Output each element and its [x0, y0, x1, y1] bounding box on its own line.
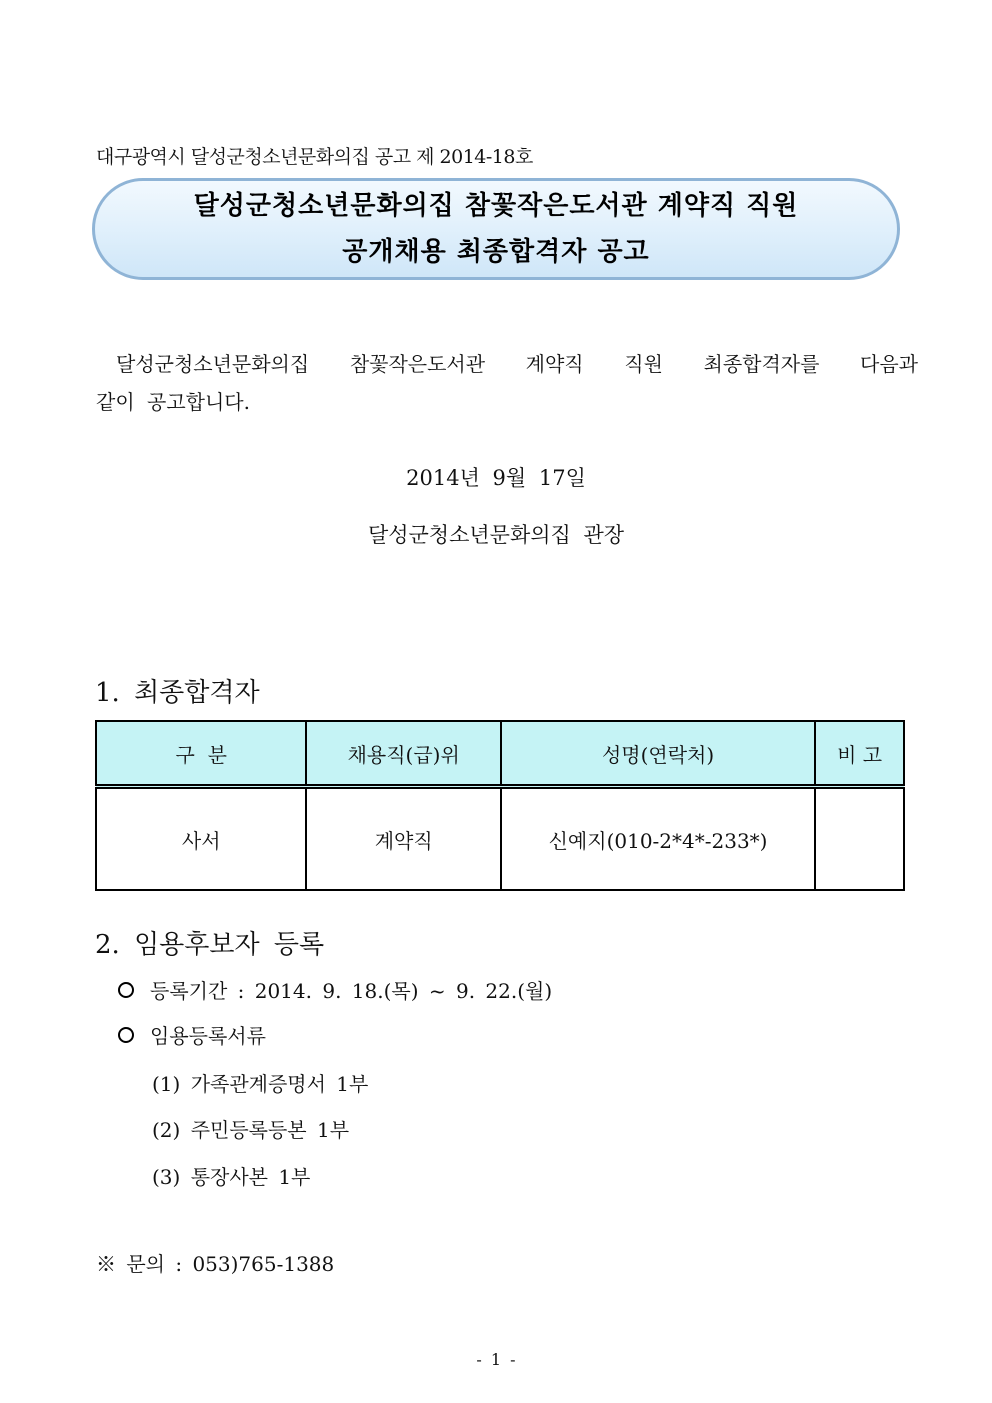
table-header-row	[96, 721, 904, 787]
header-category: 구 분	[96, 721, 306, 787]
notice-number: 대구광역시 달성군청소년문화의집 공고 제 2014-18호	[96, 146, 533, 168]
intro-paragraph	[96, 345, 918, 421]
document-item: (3) 통장사본 1부	[152, 1165, 311, 1189]
contact-info: ※ 문의 : 053)765-1388	[96, 1252, 335, 1276]
document-item: (2) 주민등록등본 1부	[152, 1118, 350, 1142]
notice-date: 2014년 9월 17일	[406, 466, 586, 490]
header-name-contact: 성명(연락처)	[501, 721, 815, 787]
registration-period-text: 등록기간 : 2014. 9. 18.(목) ~ 9. 22.(월)	[150, 979, 553, 1003]
section-1-heading: 1. 최종합격자	[95, 678, 260, 708]
winners-table	[95, 720, 905, 891]
registration-period	[118, 975, 552, 1004]
title-line-1: 달성군청소년문화의집 참꽃작은도서관 계약직 직원	[193, 191, 799, 221]
document-item: (1) 가족관계증명서 1부	[152, 1072, 369, 1096]
circle-bullet-icon	[118, 1027, 134, 1043]
intro-word: 직원	[624, 352, 663, 376]
intro-word: 달성군청소년문화의집	[116, 352, 310, 376]
documents-label	[118, 1020, 266, 1049]
header-remarks: 비 고	[815, 721, 904, 787]
table-row	[96, 787, 904, 891]
signer: 달성군청소년문화의집 관장	[367, 523, 625, 547]
documents-label-text: 임용등록서류	[150, 1024, 266, 1048]
intro-word: 계약직	[525, 352, 584, 376]
intro-word: 다음과	[860, 352, 918, 376]
intro-word: 참꽃작은도서관	[349, 352, 486, 376]
section-2-heading: 2. 임용후보자 등록	[95, 930, 325, 960]
intro-word: 최종합격자를	[703, 352, 820, 376]
header-position: 채용직(급)위	[306, 721, 500, 787]
title-box	[92, 178, 900, 280]
intro-line-1	[96, 345, 918, 383]
title-line-2: 공개채용 최종합격자 공고	[342, 237, 650, 267]
page-number: - 1 -	[476, 1350, 516, 1369]
cell-position: 계약직	[306, 787, 500, 891]
cell-category: 사서	[96, 787, 306, 891]
cell-name-contact: 신예지(010-2*4*-233*)	[501, 787, 815, 891]
cell-remarks	[815, 787, 904, 891]
intro-line-2: 같이 공고합니다.	[96, 390, 250, 414]
circle-bullet-icon	[118, 982, 134, 998]
